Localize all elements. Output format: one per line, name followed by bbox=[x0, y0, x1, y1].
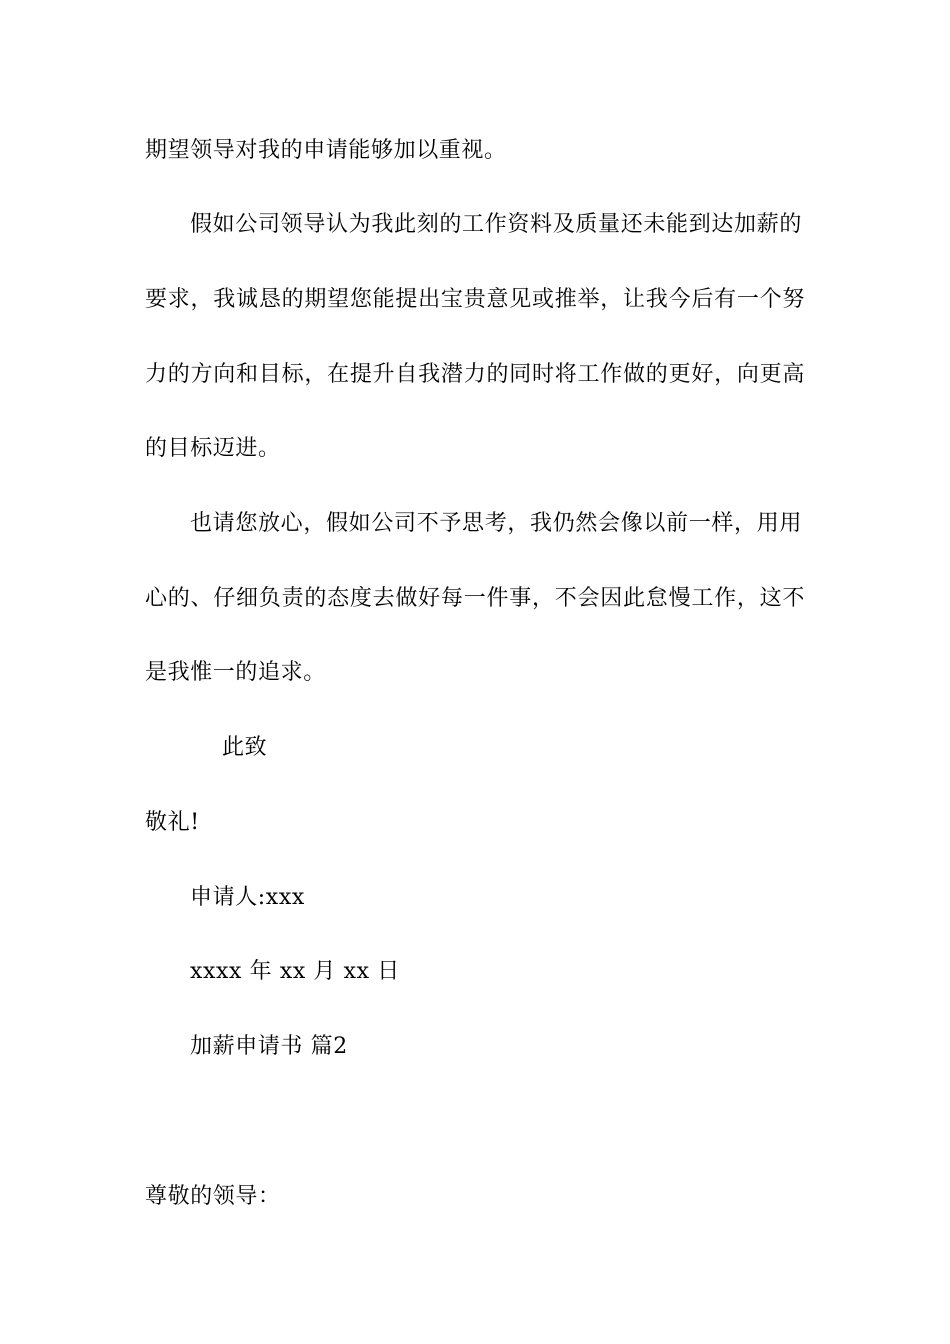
paragraph-line: 假如公司领导认为我此刻的工作资料及质量还未能到达加薪的 bbox=[190, 212, 802, 237]
closing-line: 此致 bbox=[222, 735, 268, 760]
applicant-line: 申请人:xxx bbox=[190, 885, 305, 910]
paragraph-line: 要求，我诚恳的期望您能提出宝贵意见或推举，让我今后有一个努 bbox=[145, 287, 805, 312]
section-title: 加薪申请书 篇2 bbox=[190, 1034, 348, 1059]
paragraph-line: 期望领导对我的申请能够加以重视。 bbox=[145, 138, 507, 163]
date-line: xxxx 年 xx 月 xx 日 bbox=[190, 959, 400, 984]
paragraph-line: 是我惟一的追求。 bbox=[145, 660, 326, 685]
paragraph-line: 力的方向和目标，在提升自我潜力的同时将工作做的更好，向更高 bbox=[145, 362, 805, 387]
paragraph-line: 也请您放心，假如公司不予思考，我仍然会像以前一样，用用 bbox=[190, 511, 802, 536]
paragraph-line: 心的、仔细负责的态度去做好每一件事，不会因此怠慢工作，这不 bbox=[145, 586, 805, 611]
salutation: 尊敬的领导： bbox=[145, 1184, 281, 1209]
paragraph-line: 的目标迈进。 bbox=[145, 436, 281, 461]
closing-salute: 敬礼! bbox=[145, 810, 200, 835]
